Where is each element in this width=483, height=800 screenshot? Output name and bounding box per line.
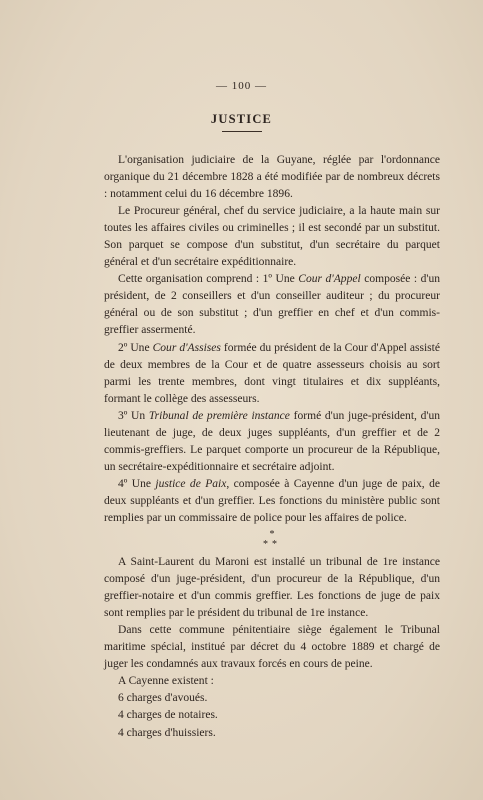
list-item: 6 charges d'avoués.: [118, 692, 208, 705]
body-text: [104, 152, 440, 742]
paragraph-tribunal: 3º Un Tribunal de première instance formé d'un juge-président, d'un lieutenant de juge, de deux juges suppléants, d'un greffier et de 2 commis-greffiers. Le parquet comporte un procureur de la République, un secrétaire-expéditionnaire et secrétaire adjoint.: [104, 409, 441, 473]
paragraph-justice-paix: 4º Une justice de Paix, composée à Cayenne d'un juge de paix, de deux suppléants et d'un greffier. Les fonctions du ministère public sont remplies par un commissaire de police pour les affaires de police.: [104, 477, 440, 524]
list-item: 4 charges d'huissiers.: [118, 726, 216, 739]
italic-term: Cour d'Appel: [298, 273, 361, 286]
paragraph-cayenne: A Cayenne existent :: [118, 675, 214, 688]
italic-term: Tribunal de première instance: [148, 409, 290, 422]
list-item: 4 charges de notaires.: [118, 709, 218, 722]
paragraph-1: L'organisation judiciaire de la Guyane, réglée par l'ordonnance organique du 21 décembre 1828 a été modifiée par de nombreux décrets : notamment celui du 16 décembre 1896.: [104, 154, 440, 201]
paragraph-tribunal-maritime: Dans cette commune pénitentiaire siège également le Tribunal maritime spécial, institué par décret du 4 octobre 1889 et chargé de juger les condamnés aux travaux forcés en cours de peine.: [104, 624, 440, 671]
page-number: — 100 —: [216, 80, 267, 92]
title-underline: [222, 131, 262, 132]
paragraph-2: Le Procureur général, chef du service judiciaire, a la haute main sur toutes les affaires civiles ou criminelles ; il est secondé par un substitut. Son parquet se compose d'un substitut, d'un secrétaire du parquet général et d'un secrétaire expéditionnaire.: [104, 205, 440, 269]
paragraph-cour-appel: Cette organisation comprend : 1º Une Cour d'Appel composée : d'un président, de 2 conseillers et d'un conseiller auditeur ; du procureur général ou de son substitut ; d'un greffier en chef et d'un commis-greffier assermenté.: [104, 273, 441, 337]
section-title: JUSTICE: [210, 112, 273, 126]
italic-term: Cour d'Assises: [152, 341, 221, 354]
paragraph-cour-assises: 2º Une Cour d'Assises formée du président de la Cour d'Appel assisté de deux membres de la Cour et de quatre assesseurs choisis au sort parmi les trente membres, dont vingt titulaires et dix suppléants, formant le collège des assesseurs.: [104, 341, 440, 405]
asterism-separator: * **: [263, 529, 281, 551]
paragraph-saint-laurent: A Saint-Laurent du Maroni est installé un tribunal de 1re instance composé d'un juge-président, d'un procureur de la République, d'un greffier-notaire et d'un commis greffier. Les fonctions de juge de paix sont remplies par le président du tribunal de 1re instance.: [104, 556, 440, 620]
italic-term: justice de Paix: [155, 477, 227, 490]
